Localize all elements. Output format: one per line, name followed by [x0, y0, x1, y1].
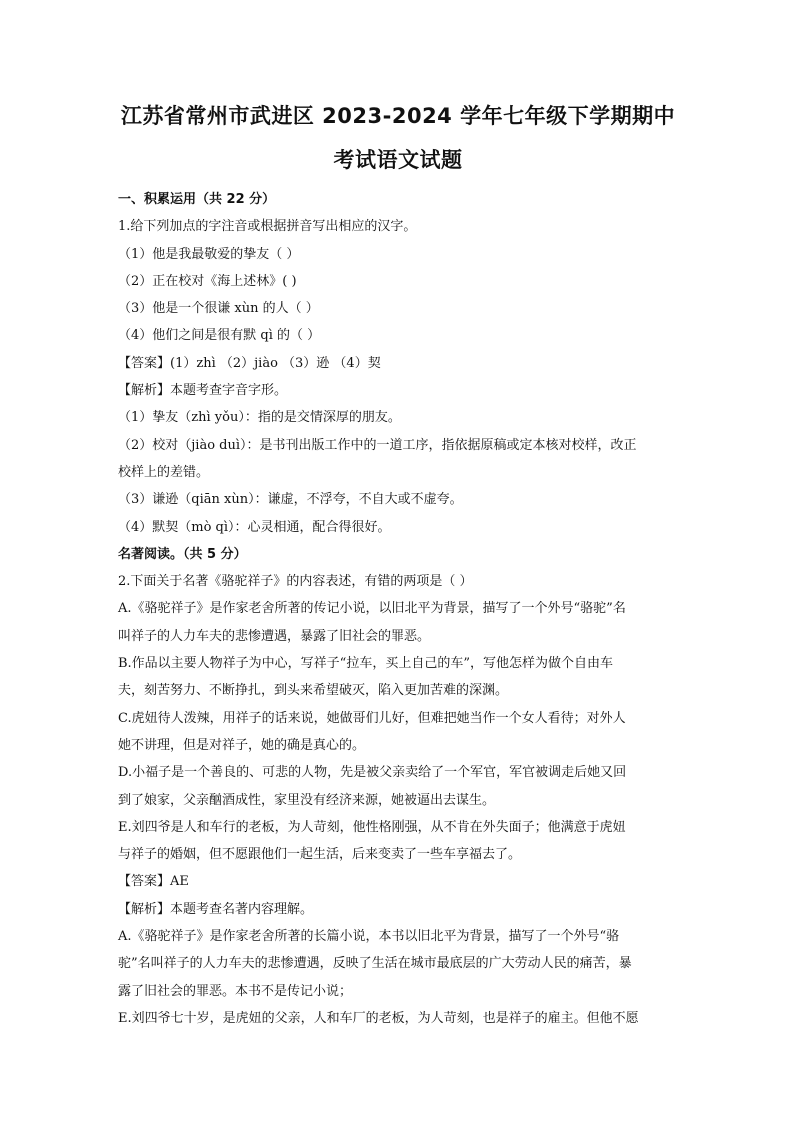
text-line: A.《骆驼祥子》是作家老舍所著的长篇小说，本书以旧北平为背景，描写了一个外号“骆 [118, 929, 620, 945]
text-line: 【解析】本题考查名著内容理解。 [118, 901, 314, 917]
text-line: （1）挚友（zhì yǒu）：指的是交情深厚的朋友。 [118, 410, 401, 426]
text-line: 叫祥子的人力车夫的悲惨遭遇，暴露了旧社会的罪恶。 [118, 628, 431, 644]
text-line: 【解析】本题考查字音字形。 [118, 383, 288, 399]
text-line: 2.下面关于名著《骆驼祥子》的内容表述，有错的两项是（ ） [118, 574, 473, 590]
text-line: 与祥子的婚姻，但不愿跟他们一起生活，后来变卖了一些车享福去了。 [118, 847, 522, 863]
text-line: 露了旧社会的罪恶。本书不是传记小说； [118, 983, 353, 999]
section-heading: 名著阅读。（共 5 分） [118, 546, 247, 562]
text-line: C.虎妞待人泼辣，用祥子的话来说，她做哥们儿好，但难把她当作一个女人看待；对外人 [118, 710, 626, 726]
document-title-line-1: 江苏省常州市武进区 2023-2024 学年七年级下学期期中 [120, 104, 676, 128]
text-line: （4）他们之间是很有默 qì 的（ ） [118, 328, 321, 344]
text-line: 【答案】(1）zhì （2）jiào （3）逊 （4）契 [118, 355, 381, 371]
section-heading: 一、积累运用（共 22 分） [118, 192, 276, 207]
text-line: （4）默契（mò qì）：心灵相通，配合得很好。 [118, 519, 391, 535]
text-line: （3）他是一个很谦 xùn 的人（ ） [118, 301, 319, 317]
text-line: （2）校对（jiào duì）：是书刊出版工作中的一道工序，指依据原稿或定本核对校样，改正 [118, 437, 637, 453]
text-line: B.作品以主要人物祥子为中心，写祥子“拉车，买上自己的车”，写他怎样为做个自由车 [118, 656, 613, 672]
text-line: （3）谦逊（qiān xùn）：谦虚，不浮夸，不自大或不虚夸。 [118, 492, 463, 508]
text-line: 校样上的差错。 [118, 464, 210, 480]
text-line: 驼”名叫祥子的人力车夫的悲惨遭遇，反映了生活在城市最底层的广大劳动人民的痛苦，暴 [118, 956, 632, 972]
text-line: E.刘四爷是人和车行的老板，为人苛刻，他性格刚强，从不肯在外失面子；他满意于虎妞 [118, 819, 626, 835]
document-title-line-2: 考试语文试题 [333, 148, 463, 172]
text-line: （1）他是我最敬爱的挚友（ ） [118, 246, 300, 262]
text-line: 1.给下列加点的字注音或根据拼音写出相应的汉字。 [118, 219, 417, 235]
document-body [118, 186, 678, 1032]
text-line: 到了娘家，父亲酗酒成性，家里没有经济来源，她被逼出去谋生。 [118, 792, 496, 808]
text-line: D.小福子是一个善良的、可悲的人物，先是被父亲卖给了一个军官，军官被调走后她又回 [118, 765, 627, 781]
text-line: E.刘四爷七十岁，是虎妞的父亲，人和车厂的老板，为人苛刻，也是祥子的雇主。但他不愿 [118, 1010, 639, 1026]
text-line: A.《骆驼祥子》是作家老舍所著的传记小说，以旧北平为背景，描写了一个外号“骆驼”名 [118, 601, 626, 617]
text-line: 【答案】AE [118, 874, 189, 890]
text-line: 夫，刻苦努力、不断挣扎，到头来希望破灭，陷入更加苦难的深渊。 [118, 683, 509, 699]
text-line: （2）正在校对《海上述林》( ) [118, 273, 297, 289]
text-line: 她不讲理，但是对祥子，她的确是真心的。 [118, 737, 366, 753]
